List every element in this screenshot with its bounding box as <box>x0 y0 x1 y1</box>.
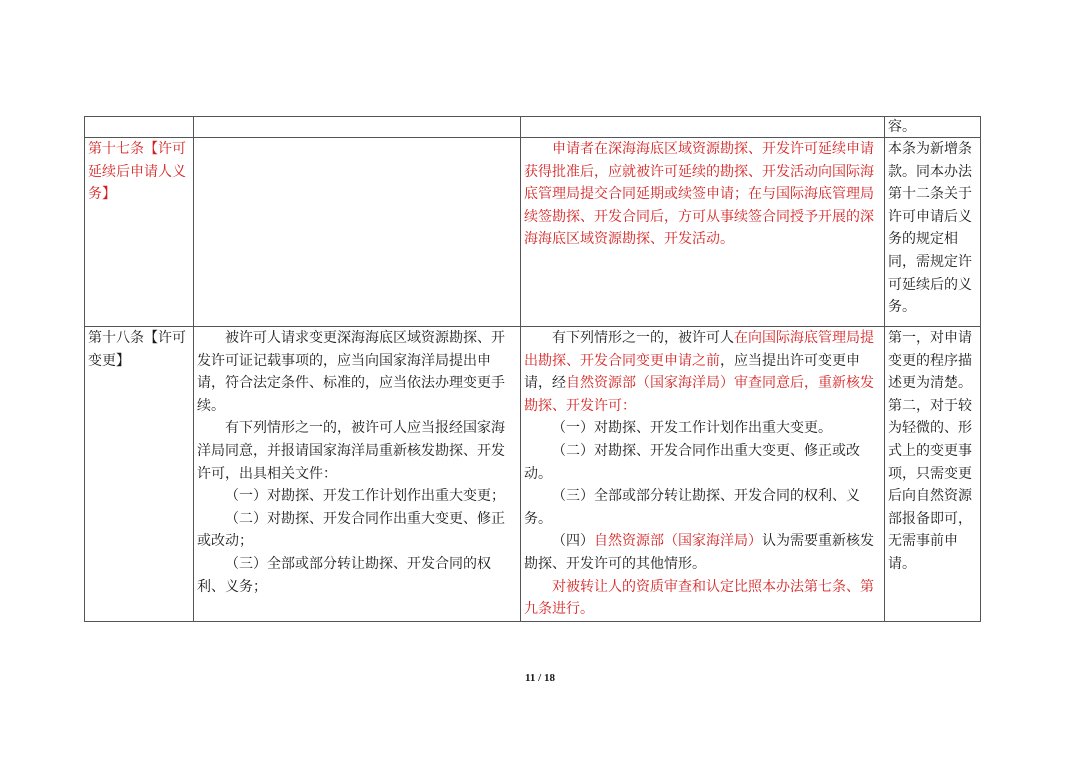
note-text: 本条为新增条款。同本办法第十二条关于许可申请后义务的规定相同，需规定许可延续后的义务。 <box>888 141 972 316</box>
revised-paragraph <box>524 327 881 417</box>
table-row <box>85 117 981 138</box>
cell-note <box>885 327 981 622</box>
article-heading: 【许可延续后申请人义务】 <box>88 141 186 203</box>
original-list-item: （二）对勘探、开发合同作出重大变更、修正或改动； <box>197 510 505 550</box>
cell-original-text <box>194 327 521 622</box>
revised-list-item: （二）对勘探、开发合同作出重大变更、修正或改动。 <box>524 442 860 482</box>
article-number: 第十七条 <box>88 141 144 157</box>
text-run-added: 在向国际海底管理局提出勘探、开发合同变更申请之前 <box>524 330 874 369</box>
cell-article-title <box>85 117 194 138</box>
cell-note <box>885 138 981 327</box>
cell-revised-text <box>521 117 885 138</box>
original-list-item: （一）对勘探、开发工作计划作出重大变更； <box>225 488 505 505</box>
text-run: 有下列情形之一的，被许可人 <box>552 330 734 346</box>
page-number: 11 / 18 <box>525 672 555 684</box>
original-paragraph: 有下列情形之一的，被许可人应当报经国家海洋局同意，并报请国家海洋局重新核发勘探、开发许可，出具相关文件： <box>197 420 505 482</box>
original-paragraph: 被许可人请求变更深海海底区域资源勘探、开发许可证记载事项的，应当向国家海洋局提出申请，符合法定条件、标准的，应当依法办理变更手续。 <box>197 330 505 414</box>
text-run: 认为需要重新核发勘探、开发许可的其他情形。 <box>524 533 874 572</box>
revised-note-paragraph: 对被转让人的资质审查和认定比照本办法第七条、第九条进行。 <box>524 578 874 618</box>
text-run: ，应当提出许可变更申请，经 <box>524 352 860 392</box>
table-row <box>85 327 981 622</box>
revised-paragraph: 申请者在深海海底区域资源勘探、开发许可延续申请获得批准后，应就被许可延续的勘探、开发活动向国际海底管理局提交合同延期或续签申请；在与国际海底管理局续签勘探、开发合同后，方可从事续签合同授予开展的深海海底区域资源勘探、开发活动。 <box>524 141 874 248</box>
cell-article-title <box>85 138 194 327</box>
revised-list-item <box>524 530 881 575</box>
text-run-added: 自然资源部（国家海洋局） <box>594 533 762 550</box>
text-run-added: ： <box>622 397 636 414</box>
text-run-added: 自然资源部（国家海洋局）审查同意后，重新核发勘探、开发许可 <box>524 375 874 414</box>
cell-revised-text <box>521 327 885 622</box>
revised-list-item: （一）对勘探、开发工作计划作出重大变更。 <box>552 420 832 437</box>
table-row <box>85 138 981 327</box>
note-text: 容。 <box>888 119 916 135</box>
cell-original-text <box>194 138 521 327</box>
original-list-item: （三）全部或部分转让勘探、开发合同的权利、义务； <box>197 555 491 595</box>
cell-note <box>885 117 981 138</box>
text-run: （四） <box>552 533 594 550</box>
revised-list-item: （三）全部或部分转让勘探、开发合同的权利、义务。 <box>524 488 860 527</box>
article-title: 第十八条【许可变更】 <box>88 330 186 369</box>
cell-original-text <box>194 117 521 138</box>
cell-article-title <box>85 327 194 622</box>
comparison-table <box>84 116 981 622</box>
note-text: 第一，对申请变更的程序描述更为清楚。第二，对于较为轻微的、形式上的变更事项，只需变更后向自然资源部报备即可，无需事前申请。 <box>888 330 972 572</box>
cell-revised-text <box>521 138 885 327</box>
